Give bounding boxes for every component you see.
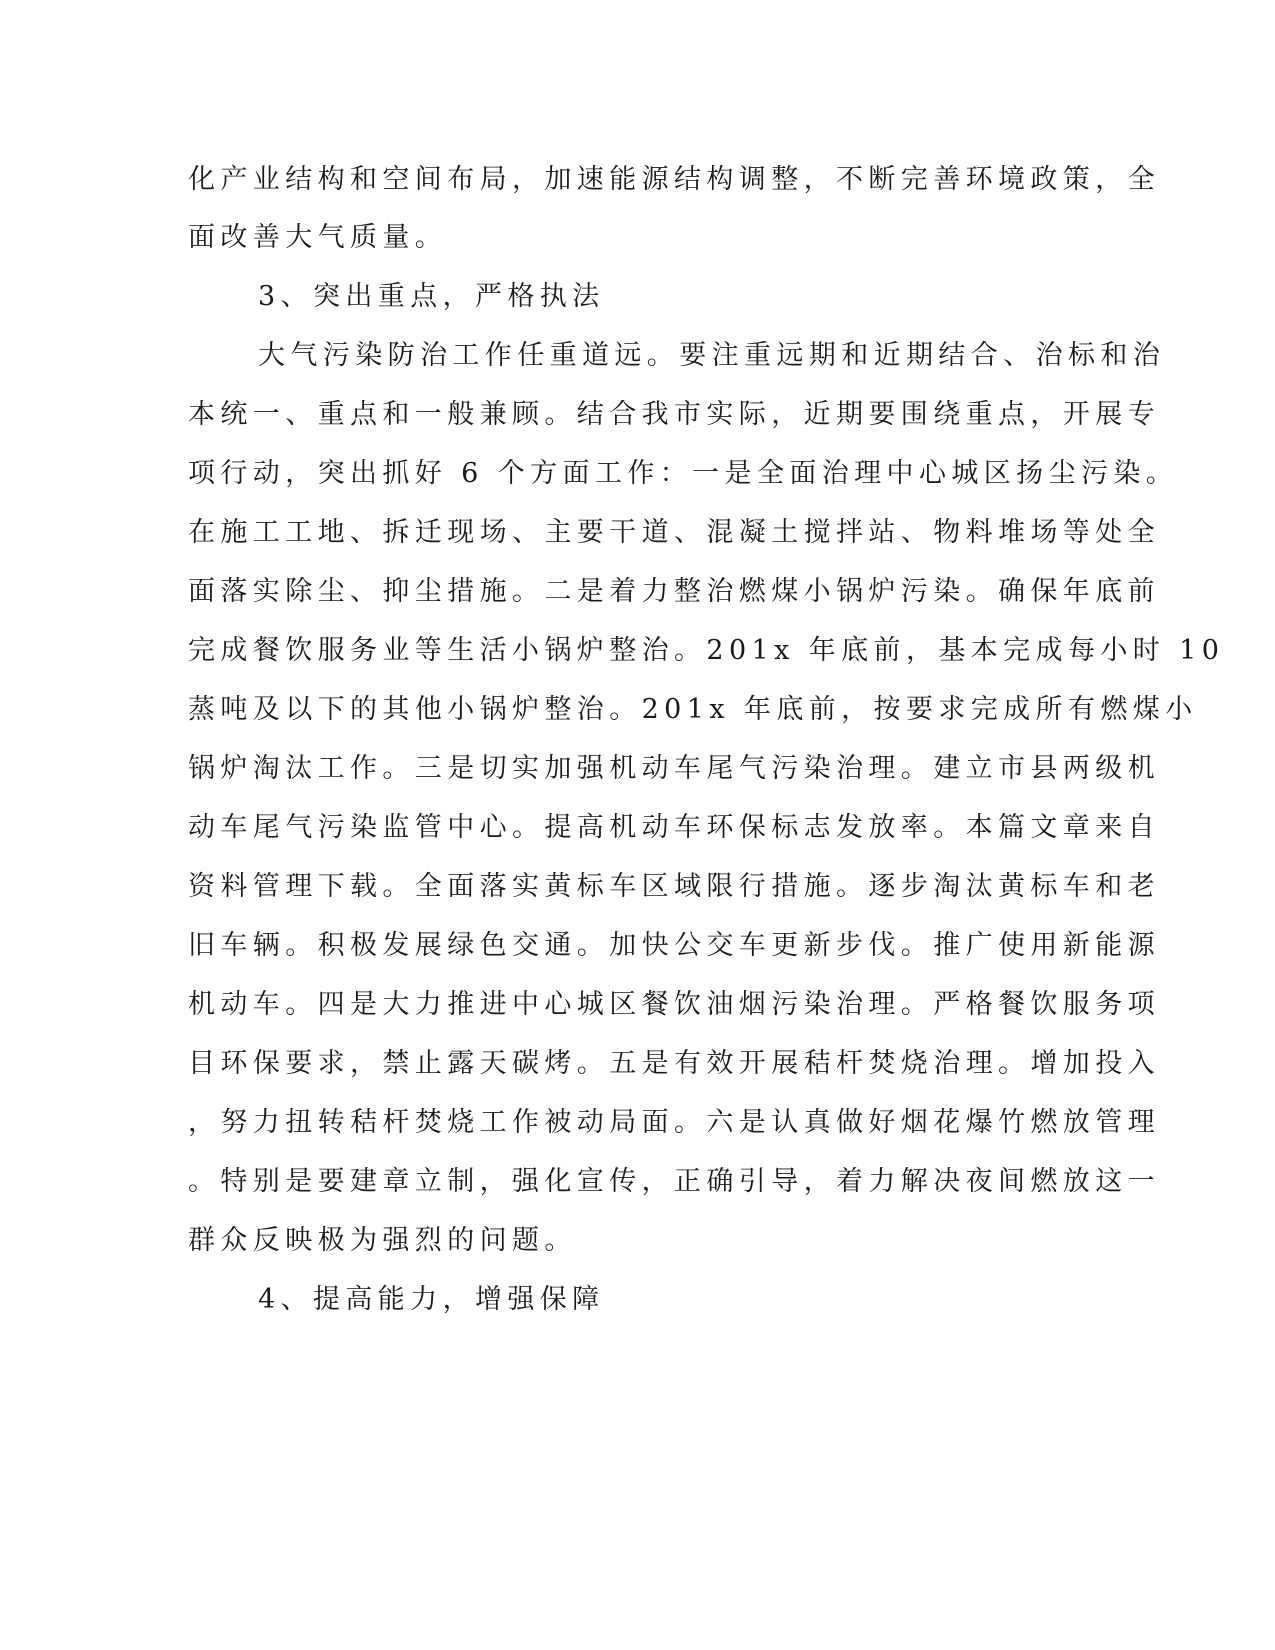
text-line-11: 锅炉淘汰工作。三是切实加强机动车尾气污染治理。建立市县两级机 bbox=[188, 753, 1160, 784]
text-line-15: 机动车。四是大力推进中心城区餐饮油烟污染治理。严格餐饮服务项 bbox=[188, 989, 1160, 1020]
text-line-6: 项行动，突出抓好 6 个方面工作：一是全面治理中心城区扬尘污染。 bbox=[188, 458, 1179, 489]
text-line-10: 蒸吨及以下的其他小锅炉整治。201x 年底前，按要求完成所有燃煤小 bbox=[188, 694, 1198, 725]
text-line-2: 面改善大气质量。 bbox=[188, 222, 448, 253]
text-line-17: ，努力扭转秸杆焚烧工作被动局面。六是认真做好烟花爆竹燃放管理 bbox=[188, 1107, 1160, 1138]
text-line-14: 旧车辆。积极发展绿色交通。加快公交车更新步伐。推广使用新能源 bbox=[188, 930, 1160, 961]
text-line-19: 群众反映极为强烈的问题。 bbox=[188, 1225, 577, 1256]
text-line-1: 化产业结构和空间布局，加速能源结构调整，不断完善环境政策，全 bbox=[188, 164, 1160, 195]
text-line-7: 在施工工地、拆迁现场、主要干道、混凝土搅拌站、物料堆场等处全 bbox=[188, 517, 1160, 548]
text-line-4: 大气污染防治工作任重道远。要注重远期和近期结合、治标和治 bbox=[258, 340, 1166, 371]
text-line-8: 面落实除尘、抑尘措施。二是着力整治燃煤小锅炉污染。确保年底前 bbox=[188, 576, 1160, 607]
text-line-9: 完成餐饮服务业等生活小锅炉整治。201x 年底前，基本完成每小时 10 bbox=[188, 635, 1225, 666]
text-line-5: 本统一、重点和一般兼顾。结合我市实际，近期要围绕重点，开展专 bbox=[188, 399, 1160, 430]
section-heading-4: 4、提高能力，增强保障 bbox=[258, 1284, 605, 1315]
text-line-13: 资料管理下载。全面落实黄标车区域限行措施。逐步淘汰黄标车和老 bbox=[188, 871, 1160, 902]
text-line-12: 动车尾气污染监管中心。提高机动车环保标志发放率。本篇文章来自 bbox=[188, 812, 1160, 843]
section-heading-3: 3、突出重点，严格执法 bbox=[258, 281, 605, 312]
text-line-18: 。特别是要建章立制，强化宣传，正确引导，着力解决夜间燃放这一 bbox=[188, 1166, 1160, 1197]
text-line-16: 目环保要求，禁止露天碳烤。五是有效开展秸杆焚烧治理。增加投入 bbox=[188, 1048, 1160, 1079]
